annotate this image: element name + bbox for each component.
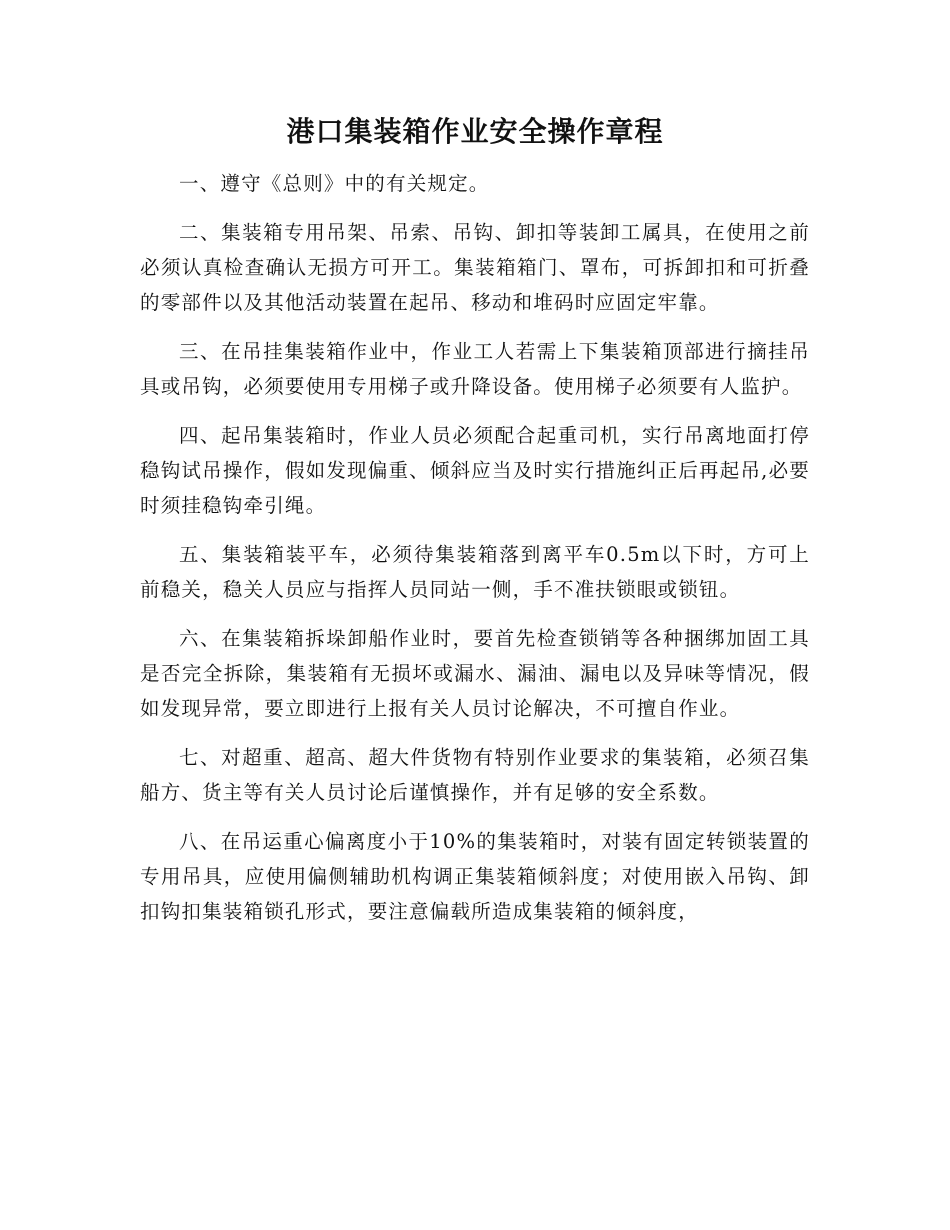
paragraph-8: 八、在吊运重心偏离度小于10%的集装箱时，对装有固定转锁装置的专用吊具，应使用偏侧辅助机构调正集装箱倾斜度；对使用嵌入吊钩、卸扣钩扣集装箱锁孔形式，要注意偏载所造成集装箱的倾斜度，	[140, 830, 810, 923]
paragraph-1: 一、遵守《总则》中的有关规定。	[179, 172, 490, 195]
paragraph-7: 七、对超重、超高、超大件货物有特别作业要求的集装箱，必须召集船方、货主等有关人员讨论后谨慎操作，并有足够的安全系数。	[140, 746, 810, 804]
paragraph-5: 五、集装箱装平车，必须待集装箱落到离平车0.5m以下时，方可上前稳关，稳关人员应与指挥人员同站一侧，手不准扶锁眼或锁钮。	[140, 543, 810, 601]
paragraph-2: 二、集装箱专用吊架、吊索、吊钩、卸扣等装卸工属具，在使用之前必须认真检查确认无损方可开工。集装箱箱门、罩布，可拆卸扣和可折叠的零部件以及其他活动装置在起吊、移动和堆码时应固定牢靠。	[140, 221, 810, 314]
document-title: 港口集装箱作业安全操作章程	[286, 115, 664, 148]
paragraph-6: 六、在集装箱拆垛卸船作业时，要首先检查锁销等各种捆绑加固工具是否完全拆除，集装箱有无损坏或漏水、漏油、漏电以及异味等情况，假如发现异常，要立即进行上报有关人员讨论解决，不可擅自作业。	[140, 627, 810, 720]
document-body	[140, 166, 810, 943]
paragraph-3: 三、在吊挂集装箱作业中，作业工人若需上下集装箱顶部进行摘挂吊具或吊钩，必须要使用专用梯子或升降设备。使用梯子必须要有人监护。	[140, 340, 810, 398]
paragraph-4: 四、起吊集装箱时，作业人员必须配合起重司机，实行吊离地面打停稳钩试吊操作，假如发现偏重、倾斜应当及时实行措施纠正后再起吊,必要时须挂稳钩牵引绳。	[140, 424, 810, 517]
